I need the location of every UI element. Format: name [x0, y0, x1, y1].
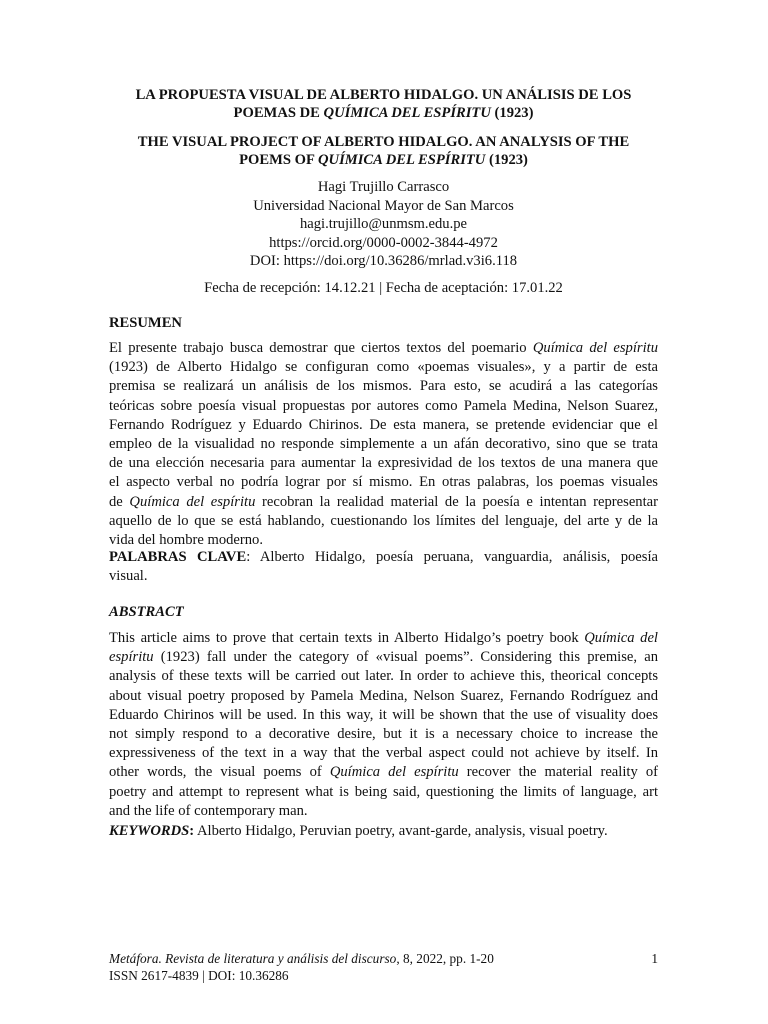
- keywords-line: KEYWORDS: Alberto Hidalgo, Peruvian poetry, avant-garde, analysis, visual poetry.: [109, 823, 608, 839]
- title-english-line-2-pre: POEMS OF: [239, 152, 318, 168]
- resumen-line: teóricas sobre poesía visual propuestas por autores como Pamela Medina, Nelson Suarez,: [109, 397, 658, 414]
- abstract-line: expressiveness of the text in a way that the verbal aspect could not achieve by itself. In: [109, 745, 658, 762]
- resumen-line: vida del hombre moderno.: [109, 532, 264, 549]
- author-name: Hagi Trujillo Carrasco: [317, 179, 450, 195]
- resumen-line: de una elección necesaria para aumentar la expresividad de los textos de una manera que: [109, 455, 658, 472]
- abstract-line: not simply respond to a decorative desire, but it is a necessary choice to increase the: [109, 726, 658, 743]
- abstract-line: espíritu (1923) fall under the category of «visual poems”. Considering this premise, an: [109, 649, 658, 666]
- author-block: [109, 178, 658, 271]
- page-footer: [109, 950, 658, 984]
- title-english-year: (1923): [485, 152, 528, 168]
- title-english-line-1: THE VISUAL PROJECT OF ALBERTO HIDALGO. AN ANALYSIS OF THE: [137, 134, 630, 150]
- resumen-line: (1923) de Alberto Hidalgo se configuran como «poemas visuales», y a partir de esta: [109, 359, 658, 376]
- resumen-line: El presente trabajo busca demostrar que ciertos textos del poemario Química del espíritu: [109, 340, 658, 356]
- title-english: [109, 133, 658, 169]
- title-spanish-line-2-pre: POEMAS DE: [233, 105, 324, 121]
- abstract-line: poetry and attempt to represent what is being said, questioning the limits of language, art: [109, 783, 658, 800]
- title-spanish-line-1: LA PROPUESTA VISUAL DE ALBERTO HIDALGO. UN ANÁLISIS DE LOS: [135, 87, 632, 103]
- resumen-line: premisa se realizará un análisis de los mismos. Para esto, se acudirá a las categorías: [109, 378, 658, 395]
- author-email[interactable]: hagi.trujillo@unmsm.edu.pe: [299, 216, 468, 232]
- journal-volume-pages: , 8, 2022, pp. 1-20: [396, 951, 494, 966]
- journal-name: Metáfora. Revista de literatura y análisis del discurso: [109, 951, 397, 966]
- palabras-clave-line: PALABRAS CLAVE: Alberto Hidalgo, poesía peruana, vanguardia, análisis, poesía: [109, 549, 658, 565]
- abstract-line: and the life of contemporary man.: [109, 802, 308, 819]
- palabras-clave-label: PALABRAS CLAVE: [109, 549, 247, 565]
- keywords-label: KEYWORDS: [109, 823, 190, 839]
- title-spanish-book-title: QUÍMICA DEL ESPÍRITU: [323, 105, 491, 121]
- resumen-paragraph: [109, 339, 658, 550]
- abstract-line: This article aims to prove that certain texts in Alberto Hidalgo’s poetry book Química del: [109, 630, 658, 646]
- palabras-clave: [109, 548, 658, 586]
- abstract-line: about visual poetry proposed by Pamela Medina, Nelson Suarez, Fernando Rodríguez and: [109, 687, 658, 704]
- keywords: [109, 822, 658, 841]
- submission-dates: Fecha de recepción: 14.12.21 | Fecha de aceptación: 17.01.22: [204, 280, 563, 296]
- palabras-clave-line: visual.: [109, 568, 148, 585]
- author-orcid-link[interactable]: https://orcid.org/0000-0002-3844-4972: [269, 234, 498, 251]
- resumen-line: aquello de lo que se está hablando, cuestionando los límites del lenguaje, del arte y de la: [109, 512, 658, 529]
- title-spanish-year: (1923): [490, 105, 534, 121]
- resumen-line: de Química del espíritu recobran la realidad material de la poesía e intentan representar: [109, 493, 658, 510]
- journal-issn: ISSN 2617-4839 | DOI: 10.36286: [109, 968, 289, 983]
- resumen-line: Fernando Rodríguez y Eduardo Chirinos. De esta manera, se pretende evidenciar que el: [109, 416, 658, 433]
- journal-citation: [109, 950, 658, 967]
- title-spanish: [109, 86, 658, 122]
- title-english-line-2: [109, 151, 658, 169]
- title-english-book-title: QUÍMICA DEL ESPÍRITU: [318, 152, 486, 168]
- abstract-heading: ABSTRACT: [109, 604, 184, 620]
- article-doi-link[interactable]: DOI: https://doi.org/10.36286/mrlad.v3i6.118: [249, 253, 518, 269]
- title-spanish-line-2: [109, 104, 658, 122]
- abstract-paragraph: [109, 629, 658, 821]
- abstract-line: other words, the visual poems of Química del espíritu recover the material reality of: [109, 764, 658, 781]
- page-number: 1: [651, 951, 658, 966]
- resumen-line: empleo de la visualidad no responde simplemente a un afán decorativo, sino que se trata: [109, 436, 658, 453]
- abstract-line: Eduardo Chirinos will be used. In this way, it will be shown that the use of visuality does: [109, 706, 658, 723]
- resumen-heading: RESUMEN: [109, 315, 182, 331]
- resumen-line: el aspecto verbal no podría lograr por sí mismo. En otras palabras, los poemas visuales: [109, 474, 658, 491]
- author-affiliation: Universidad Nacional Mayor de San Marcos: [253, 197, 514, 214]
- abstract-line: analysis of these texts will be carried out later. In order to achieve this, theorical concepts: [109, 668, 658, 685]
